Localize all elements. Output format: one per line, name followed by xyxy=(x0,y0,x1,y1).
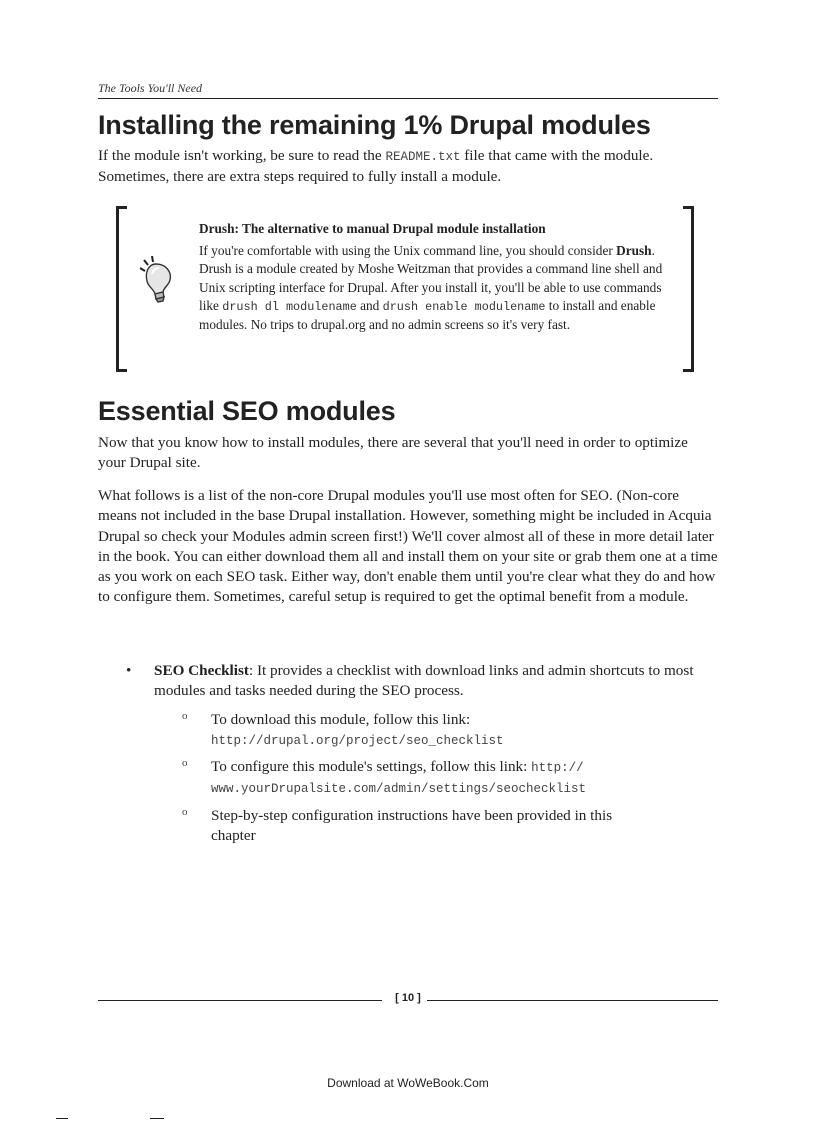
tip-body: If you're comfortable with using the Unix command line, you should consider Drush. Drush is a module created by Moshe Weitzman that provides a command line shell and Unix scripting interface for Drupal. After you install it, you'll be able to use commands like drush dl modulename and drush enable modulename to install and enable modules. No trips to drupal.org and no admin screens so it's very fast. xyxy=(199,243,663,333)
drush-enable-code: drush enable modulename xyxy=(382,299,546,314)
settings-link[interactable]: www.yourDrupalsite.com/admin/settings/seochecklist xyxy=(211,782,587,797)
running-head: The Tools You'll Need xyxy=(98,80,718,99)
install-paragraph: If the module isn't working, be sure to read the README.txt file that came with the module. Sometimes, there are extra steps required to fully install a module. xyxy=(98,147,654,186)
footer-rule-left xyxy=(98,1000,382,1001)
download-note: Download at WoWeBook.Com xyxy=(327,1076,489,1090)
footer-rule-right xyxy=(427,1000,718,1001)
lightbulb-icon xyxy=(136,254,178,306)
sub-list-item: o To configure this module's settings, follow this link: http:// www.yourDrupalsite.com/admin/settings/seochecklist xyxy=(182,757,587,797)
tip-text xyxy=(199,220,669,334)
readme-code: README.txt xyxy=(385,150,461,164)
seo-intro-paragraph: Now that you know how to install modules, there are several that you'll need in order to optimize your Drupal site. xyxy=(98,434,688,472)
section-heading-install: Installing the remaining 1% Drupal modules xyxy=(98,110,651,140)
sub-list-item: o To download this module, follow this link: http://drupal.org/project/seo_checklist xyxy=(182,709,504,748)
bullet-marker: • xyxy=(126,662,132,679)
tip-bracket-left xyxy=(116,206,127,372)
tip-bracket-right xyxy=(683,206,694,372)
download-link[interactable]: http://drupal.org/project/seo_checklist xyxy=(211,733,504,748)
tip-box xyxy=(116,206,704,366)
corner-mark-right xyxy=(150,1118,164,1119)
list-item: • SEO Checklist: It provides a checklist with download links and admin shortcuts to most modules and tasks needed during the SEO process. xyxy=(126,662,694,700)
drush-dl-code: drush dl modulename xyxy=(222,299,357,314)
section-heading-seo: Essential SEO modules xyxy=(98,396,396,426)
module-name: SEO Checklist xyxy=(154,662,249,679)
module-list xyxy=(98,661,718,846)
seo-modules-paragraph: What follows is a list of the non-core Drupal modules you'll use most often for SEO. (Non-core means not included in the base Drupal installation. However, something might be included in Acquia Drupal so check your Modules admin screen first!) We'll cover almost all of these in more detail later in the book. You can either download them all and install them on your site or grab them one at a time as you work on each SEO task. Either way, don't enable them until you're clear what they do and how to configure them. Sometimes, careful setup is required to get the optimal benefit from a module. xyxy=(98,487,718,606)
sub-list-item: o Step-by-step configuration instructions have been provided in this chapter xyxy=(182,805,613,845)
tip-title: Drush: The alternative to manual Drupal module installation xyxy=(199,221,546,236)
corner-mark-left xyxy=(56,1118,68,1119)
page-number: [ 10 ] xyxy=(395,992,421,1004)
